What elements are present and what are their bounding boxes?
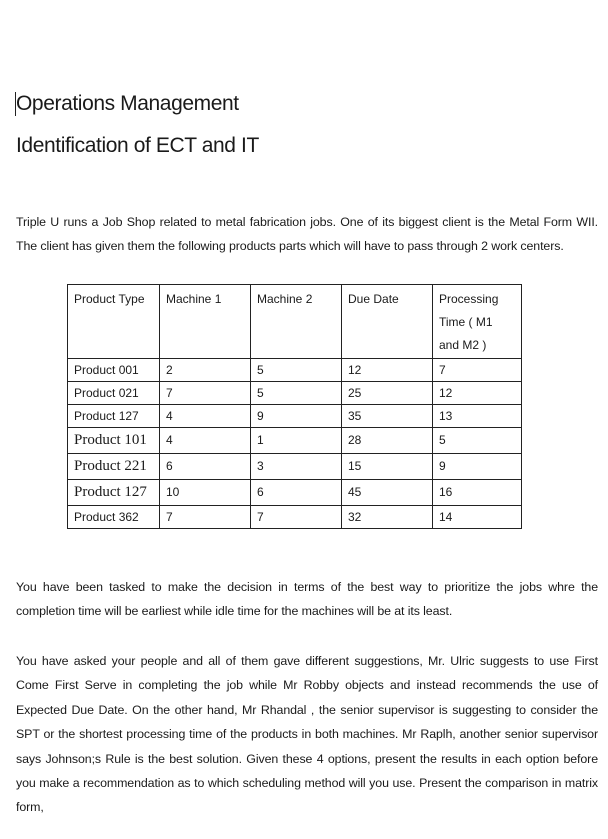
table-header-row <box>68 285 522 359</box>
cell-processing-time: 16 <box>433 480 522 506</box>
cell-product: Product 221 <box>68 454 160 480</box>
cell-due-date: 12 <box>342 359 433 382</box>
header-machine-2: Machine 2 <box>251 285 342 359</box>
cell-product: Product 127 <box>68 480 160 506</box>
cell-machine-2: 5 <box>251 382 342 405</box>
cell-processing-time: 14 <box>433 506 522 529</box>
document-subtitle: Identification of ECT and IT <box>16 134 259 157</box>
cell-machine-1: 4 <box>160 428 251 454</box>
cell-machine-1: 7 <box>160 382 251 405</box>
cell-product: Product 362 <box>68 506 160 529</box>
cell-processing-time: 9 <box>433 454 522 480</box>
table-row <box>68 405 522 428</box>
table-row <box>68 428 522 454</box>
cell-processing-time: 13 <box>433 405 522 428</box>
cell-due-date: 35 <box>342 405 433 428</box>
table-row <box>68 506 522 529</box>
cell-product: Product 101 <box>68 428 160 454</box>
products-table <box>67 284 522 529</box>
cell-due-date: 25 <box>342 382 433 405</box>
table-row <box>68 480 522 506</box>
cell-processing-time: 7 <box>433 359 522 382</box>
cell-machine-2: 1 <box>251 428 342 454</box>
cell-machine-1: 4 <box>160 405 251 428</box>
document-title: Operations Management <box>16 92 239 115</box>
cell-machine-2: 6 <box>251 480 342 506</box>
cell-machine-2: 3 <box>251 454 342 480</box>
suggestions-paragraph: You have asked your people and all of them gave different suggestions, Mr. Ulric suggests to use First Come First Serve in completing the job while Mr Robby objects and instead recommends the use of Expected Due Date. On the other hand, Mr Rhandal , the senior supervisor is suggesting to consider the SPT or the shortest processing time of the products in both machines. Mr Raplh, another senior supervisor says Johnson;s Rule is the best solution. Given these 4 options, present the results in each option before you make a recommendation as to which scheduling method will you use. Present the comparison in matrix form, <box>16 654 598 815</box>
cell-machine-2: 9 <box>251 405 342 428</box>
cell-processing-time: 5 <box>433 428 522 454</box>
header-due-date: Due Date <box>342 285 433 359</box>
table-row <box>68 454 522 480</box>
table-row <box>68 382 522 405</box>
cell-due-date: 45 <box>342 480 433 506</box>
table-row <box>68 359 522 382</box>
cell-due-date: 32 <box>342 506 433 529</box>
cell-due-date: 28 <box>342 428 433 454</box>
header-product-type: Product Type <box>68 285 160 359</box>
header-processing-time: Processing Time ( M1 and M2 ) <box>433 285 522 359</box>
cell-machine-1: 7 <box>160 506 251 529</box>
cell-product: Product 127 <box>68 405 160 428</box>
cell-product: Product 001 <box>68 359 160 382</box>
cell-due-date: 15 <box>342 454 433 480</box>
task-paragraph: You have been tasked to make the decision in terms of the best way to prioritize the jobs whre the completion time will be earliest while idle time for the machines will be at its least. <box>16 580 598 619</box>
intro-paragraph: Triple U runs a Job Shop related to metal fabrication jobs. One of its biggest client is the Metal Form WII. The client has given them the following products parts which will have to pass through 2 work centers. <box>16 215 598 254</box>
cell-machine-2: 5 <box>251 359 342 382</box>
cell-machine-1: 10 <box>160 480 251 506</box>
cell-processing-time: 12 <box>433 382 522 405</box>
header-machine-1: Machine 1 <box>160 285 251 359</box>
cell-product: Product 021 <box>68 382 160 405</box>
cell-machine-1: 2 <box>160 359 251 382</box>
cell-machine-1: 6 <box>160 454 251 480</box>
cell-machine-2: 7 <box>251 506 342 529</box>
